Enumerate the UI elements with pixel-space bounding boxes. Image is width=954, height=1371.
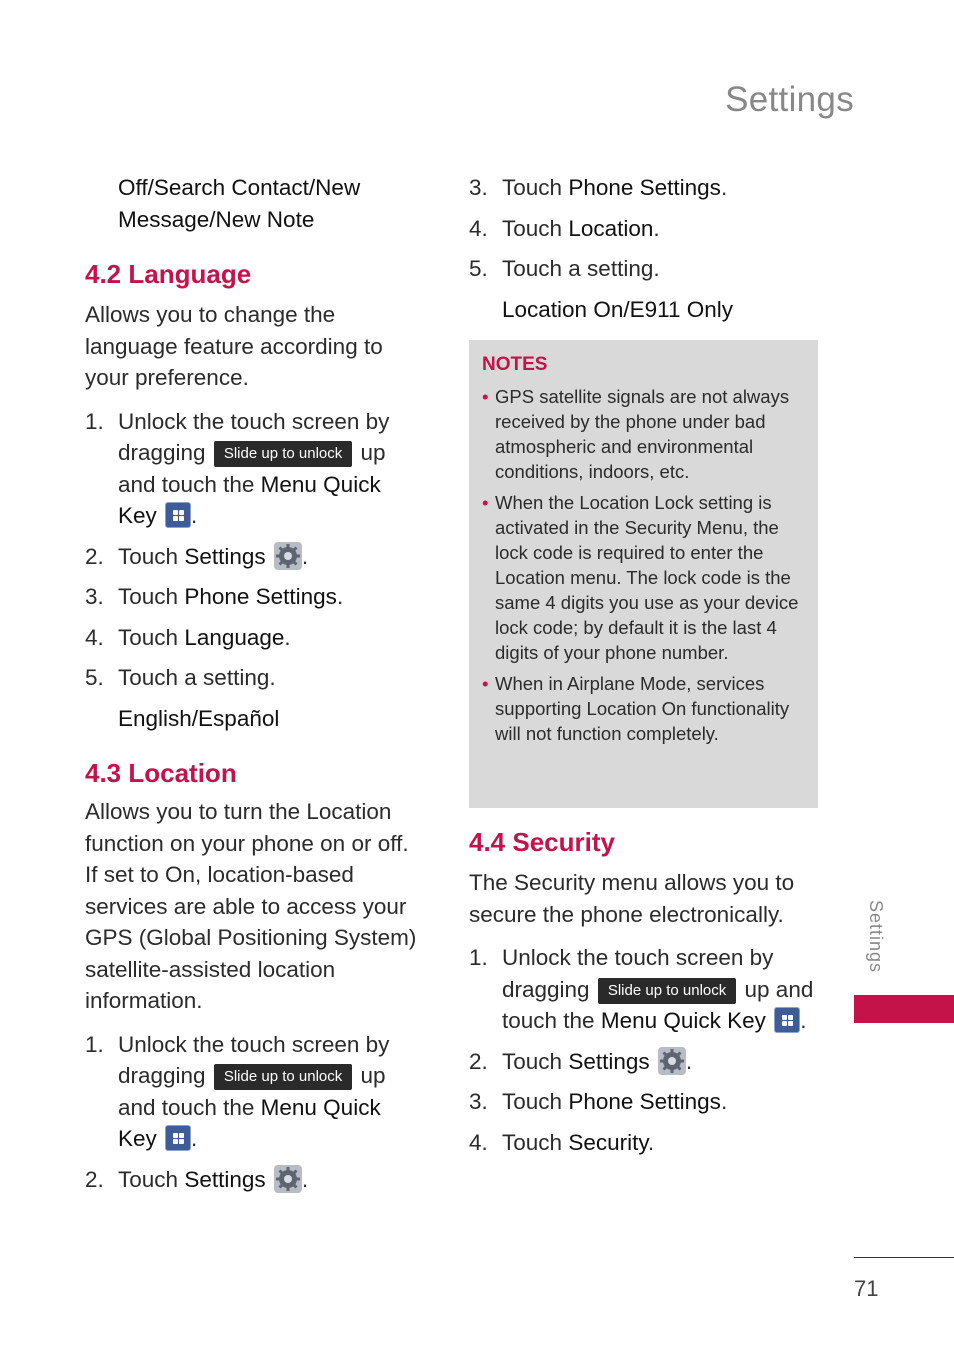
- list-item: 3. Touch Phone Settings.: [85, 584, 344, 609]
- side-tab-label: Settings: [866, 900, 886, 974]
- security-description: The Security menu allows you to secure the phone electronically.: [469, 870, 795, 927]
- footer-divider: [854, 1257, 954, 1258]
- side-tab-bar: [854, 995, 954, 1023]
- list-item: 4. Touch Security.: [469, 1129, 655, 1155]
- settings-gear-icon: [274, 542, 302, 570]
- location-steps: [85, 1029, 425, 1196]
- list-item: 2. Touch Settings .: [85, 543, 309, 569]
- list-item: 1. Unlock the touch screen by dragging Slide up to unlock up and touch the Menu Quick Key .: [469, 945, 814, 1033]
- bullet-icon: •: [482, 673, 489, 694]
- bullet-icon: •: [482, 492, 489, 513]
- right-column: [469, 172, 819, 325]
- page-number: 71: [854, 1276, 879, 1301]
- list-item: 2. Touch Settings .: [85, 1166, 309, 1192]
- list-item: • GPS satellite signals are not always received by the phone under bad atmospheric and environmental conditions, indoors, etc.: [482, 386, 790, 482]
- location-description: Allows you to turn the Location function on your phone on or off. If set to On, location-based services are able to access your GPS (Global Positioning System) satellite-assisted location information.: [85, 799, 417, 1013]
- security-heading: 4.4 Security: [469, 827, 615, 857]
- list-item: 5. Touch a setting.: [469, 256, 660, 281]
- notes-title: NOTES: [482, 354, 548, 375]
- location-steps-continued: [469, 172, 819, 285]
- security-section: [469, 825, 819, 1158]
- security-steps: [469, 942, 819, 1158]
- left-column: [85, 172, 425, 1195]
- settings-gear-icon: [274, 1165, 302, 1193]
- list-item: 2. Touch Settings .: [469, 1048, 693, 1074]
- list-item: • When the Location Lock setting is activated in the Security Menu, the lock code is required to enter the Location menu. The lock code is the same 4 digits you use as your device lock code; by default it is the last 4 digits of your phone number.: [482, 492, 799, 663]
- list-item: 4. Touch Language.: [85, 624, 291, 650]
- location-option: Location On/E911 Only: [502, 296, 733, 322]
- intro-continuation: Off/Search Contact/New Message/New Note: [118, 175, 361, 232]
- list-item: 3. Touch Phone Settings.: [469, 175, 728, 200]
- list-item: • When in Airplane Mode, services supporting Location On functionality will not function completely.: [482, 673, 790, 744]
- language-heading: 4.2 Language: [85, 259, 252, 289]
- slide-to-unlock-badge: Slide up to unlock: [598, 978, 736, 1004]
- list-item: 1. Unlock the touch screen by dragging Slide up to unlock up and touch the Menu Quick Key .: [85, 408, 390, 528]
- list-item: 3. Touch Phone Settings.: [469, 1089, 728, 1114]
- notes-box: [469, 340, 818, 808]
- slide-to-unlock-badge: Slide up to unlock: [214, 1064, 352, 1090]
- location-heading: 4.3 Location: [85, 758, 237, 788]
- menu-quick-key-icon: [165, 502, 191, 528]
- page-header-title: Settings: [725, 80, 854, 119]
- bullet-icon: •: [482, 386, 489, 407]
- menu-quick-key-icon: [774, 1007, 800, 1033]
- list-item: 1. Unlock the touch screen by dragging Slide up to unlock up and touch the Menu Quick Key .: [85, 1031, 390, 1151]
- menu-quick-key-icon: [165, 1125, 191, 1151]
- language-steps: [85, 406, 425, 694]
- list-item: 5. Touch a setting.: [85, 665, 276, 690]
- slide-to-unlock-badge: Slide up to unlock: [214, 441, 352, 467]
- notes-list: [482, 384, 804, 746]
- language-option: English/Español: [118, 705, 280, 731]
- language-description: Allows you to change the language feature according to your preference.: [85, 302, 383, 390]
- settings-gear-icon: [658, 1047, 686, 1075]
- list-item: 4. Touch Location.: [469, 215, 660, 241]
